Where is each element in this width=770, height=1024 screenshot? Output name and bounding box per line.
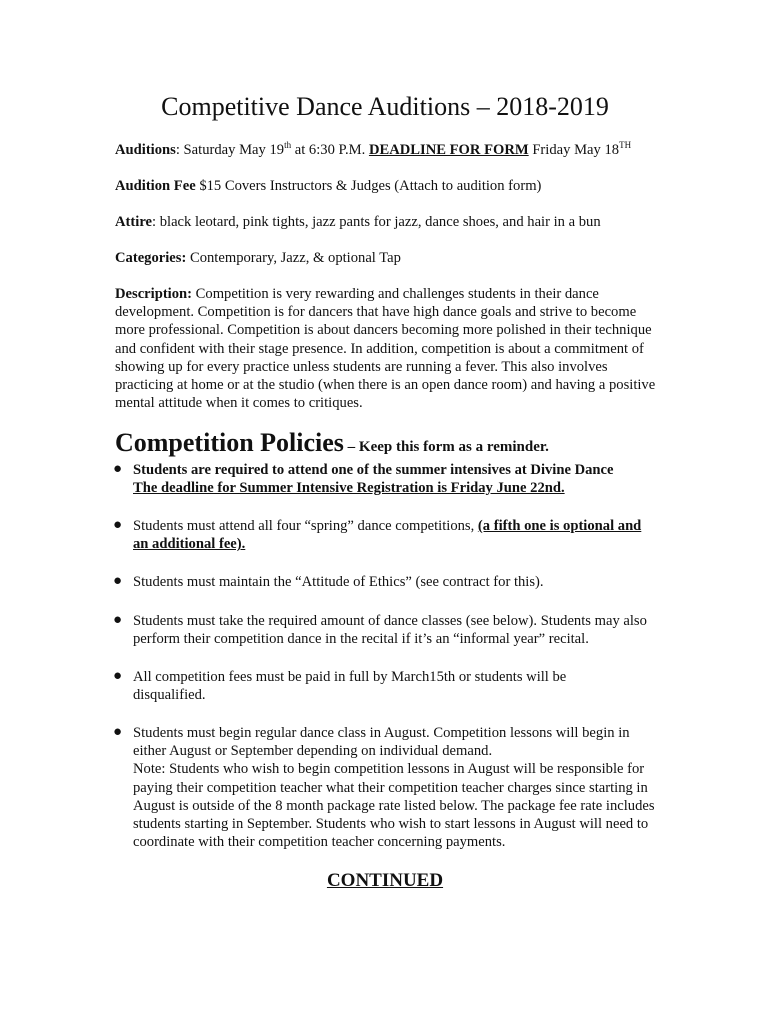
bullet-icon: ● bbox=[113, 517, 123, 533]
page-title: Competitive Dance Auditions – 2018-2019 bbox=[161, 92, 609, 121]
auditions-sup: th bbox=[284, 140, 292, 151]
policies-title: Competition Policies bbox=[115, 428, 344, 457]
categories-line bbox=[115, 249, 660, 267]
auditions-line bbox=[115, 141, 660, 159]
auditions-time: at 6:30 P.M. bbox=[291, 142, 369, 158]
bullet-icon: ● bbox=[113, 612, 123, 628]
policy-item-4: Students must take the required amount of dance classes (see below). Students may also perform their competition dance in the recital if it’s an “informal year” recital. bbox=[133, 613, 647, 648]
description-paragraph bbox=[115, 285, 660, 412]
policies-subtitle: – Keep this form as a reminder. bbox=[343, 439, 549, 455]
policies-heading bbox=[115, 428, 675, 458]
description-text: Competition is very rewarding and challenges students in their dance development. Competition is for dancers that have high dance goals and strive to become more professional. Competition is about dancers becoming more polished in their technique and confident with their stage presence. In addition, competition is about a commitment of showing up for every practice unless students are running a fever. This also involves practicing at home or at the studio (when there is an open dance room) and having a positive mental attitude when it comes to critiques. bbox=[115, 286, 656, 412]
policy-item-1-line2: The deadline for Summer Intensive Registration is Friday June 22nd. bbox=[133, 480, 565, 497]
bullet-icon: ● bbox=[113, 461, 123, 477]
attire-text: : black leotard, pink tights, jazz pants for jazz, dance shoes, and hair in a bun bbox=[152, 214, 601, 230]
fee-line bbox=[115, 177, 660, 195]
fee-text: $15 Covers Instructors & Judges (Attach to audition form) bbox=[195, 178, 542, 194]
categories-text: Contemporary, Jazz, & optional Tap bbox=[186, 250, 401, 266]
auditions-label: Auditions bbox=[115, 142, 176, 158]
policy-item-2-emphasis: (a fifth one is optional and an additional fee). bbox=[133, 518, 642, 553]
bullet-icon: ● bbox=[113, 668, 123, 684]
bullet-icon: ● bbox=[113, 573, 123, 589]
attire-line bbox=[115, 213, 660, 231]
attire-label: Attire bbox=[115, 214, 153, 230]
auditions-text: : Saturday May 19 bbox=[175, 142, 285, 158]
fee-label: Audition Fee bbox=[115, 178, 196, 194]
policy-item-6-note: Note: Students who wish to begin competition lessons in August will be responsible for paying their competition teacher what their competition teacher charges since starting in August is outside of the 8 month package rate listed below. The package fee rate includes students starting in September. Students who wish to start lessons in August will need to coordinate with their competition teacher concerning payments. bbox=[133, 761, 655, 851]
deadline-label: DEADLINE FOR FORM bbox=[368, 142, 529, 158]
continued-label: CONTINUED bbox=[326, 870, 444, 891]
policy-item-3: Students must maintain the “Attitude of Ethics” (see contract for this). bbox=[133, 574, 544, 590]
categories-label: Categories: bbox=[115, 250, 187, 266]
deadline-sup: TH bbox=[619, 140, 632, 151]
policy-item-2 bbox=[133, 517, 643, 553]
deadline-text: Friday May 18 bbox=[528, 142, 620, 158]
policy-item-6-text: Students must begin regular dance class in August. Competition lessons will begin in either August or September depending on individual demand. bbox=[133, 725, 630, 760]
policy-item-5: All competition fees must be paid in full by March15th or students will be disqualified. bbox=[133, 669, 567, 704]
policy-item-1-line1: Students are required to attend one of the summer intensives at Divine Dance bbox=[133, 462, 614, 478]
policy-item-6 bbox=[133, 724, 658, 851]
description-label: Description: bbox=[115, 286, 193, 302]
bullet-icon: ● bbox=[113, 724, 123, 740]
policy-item-1 bbox=[133, 461, 673, 497]
policy-item-2-text: Students must attend all four “spring” dance competitions, bbox=[133, 518, 478, 534]
